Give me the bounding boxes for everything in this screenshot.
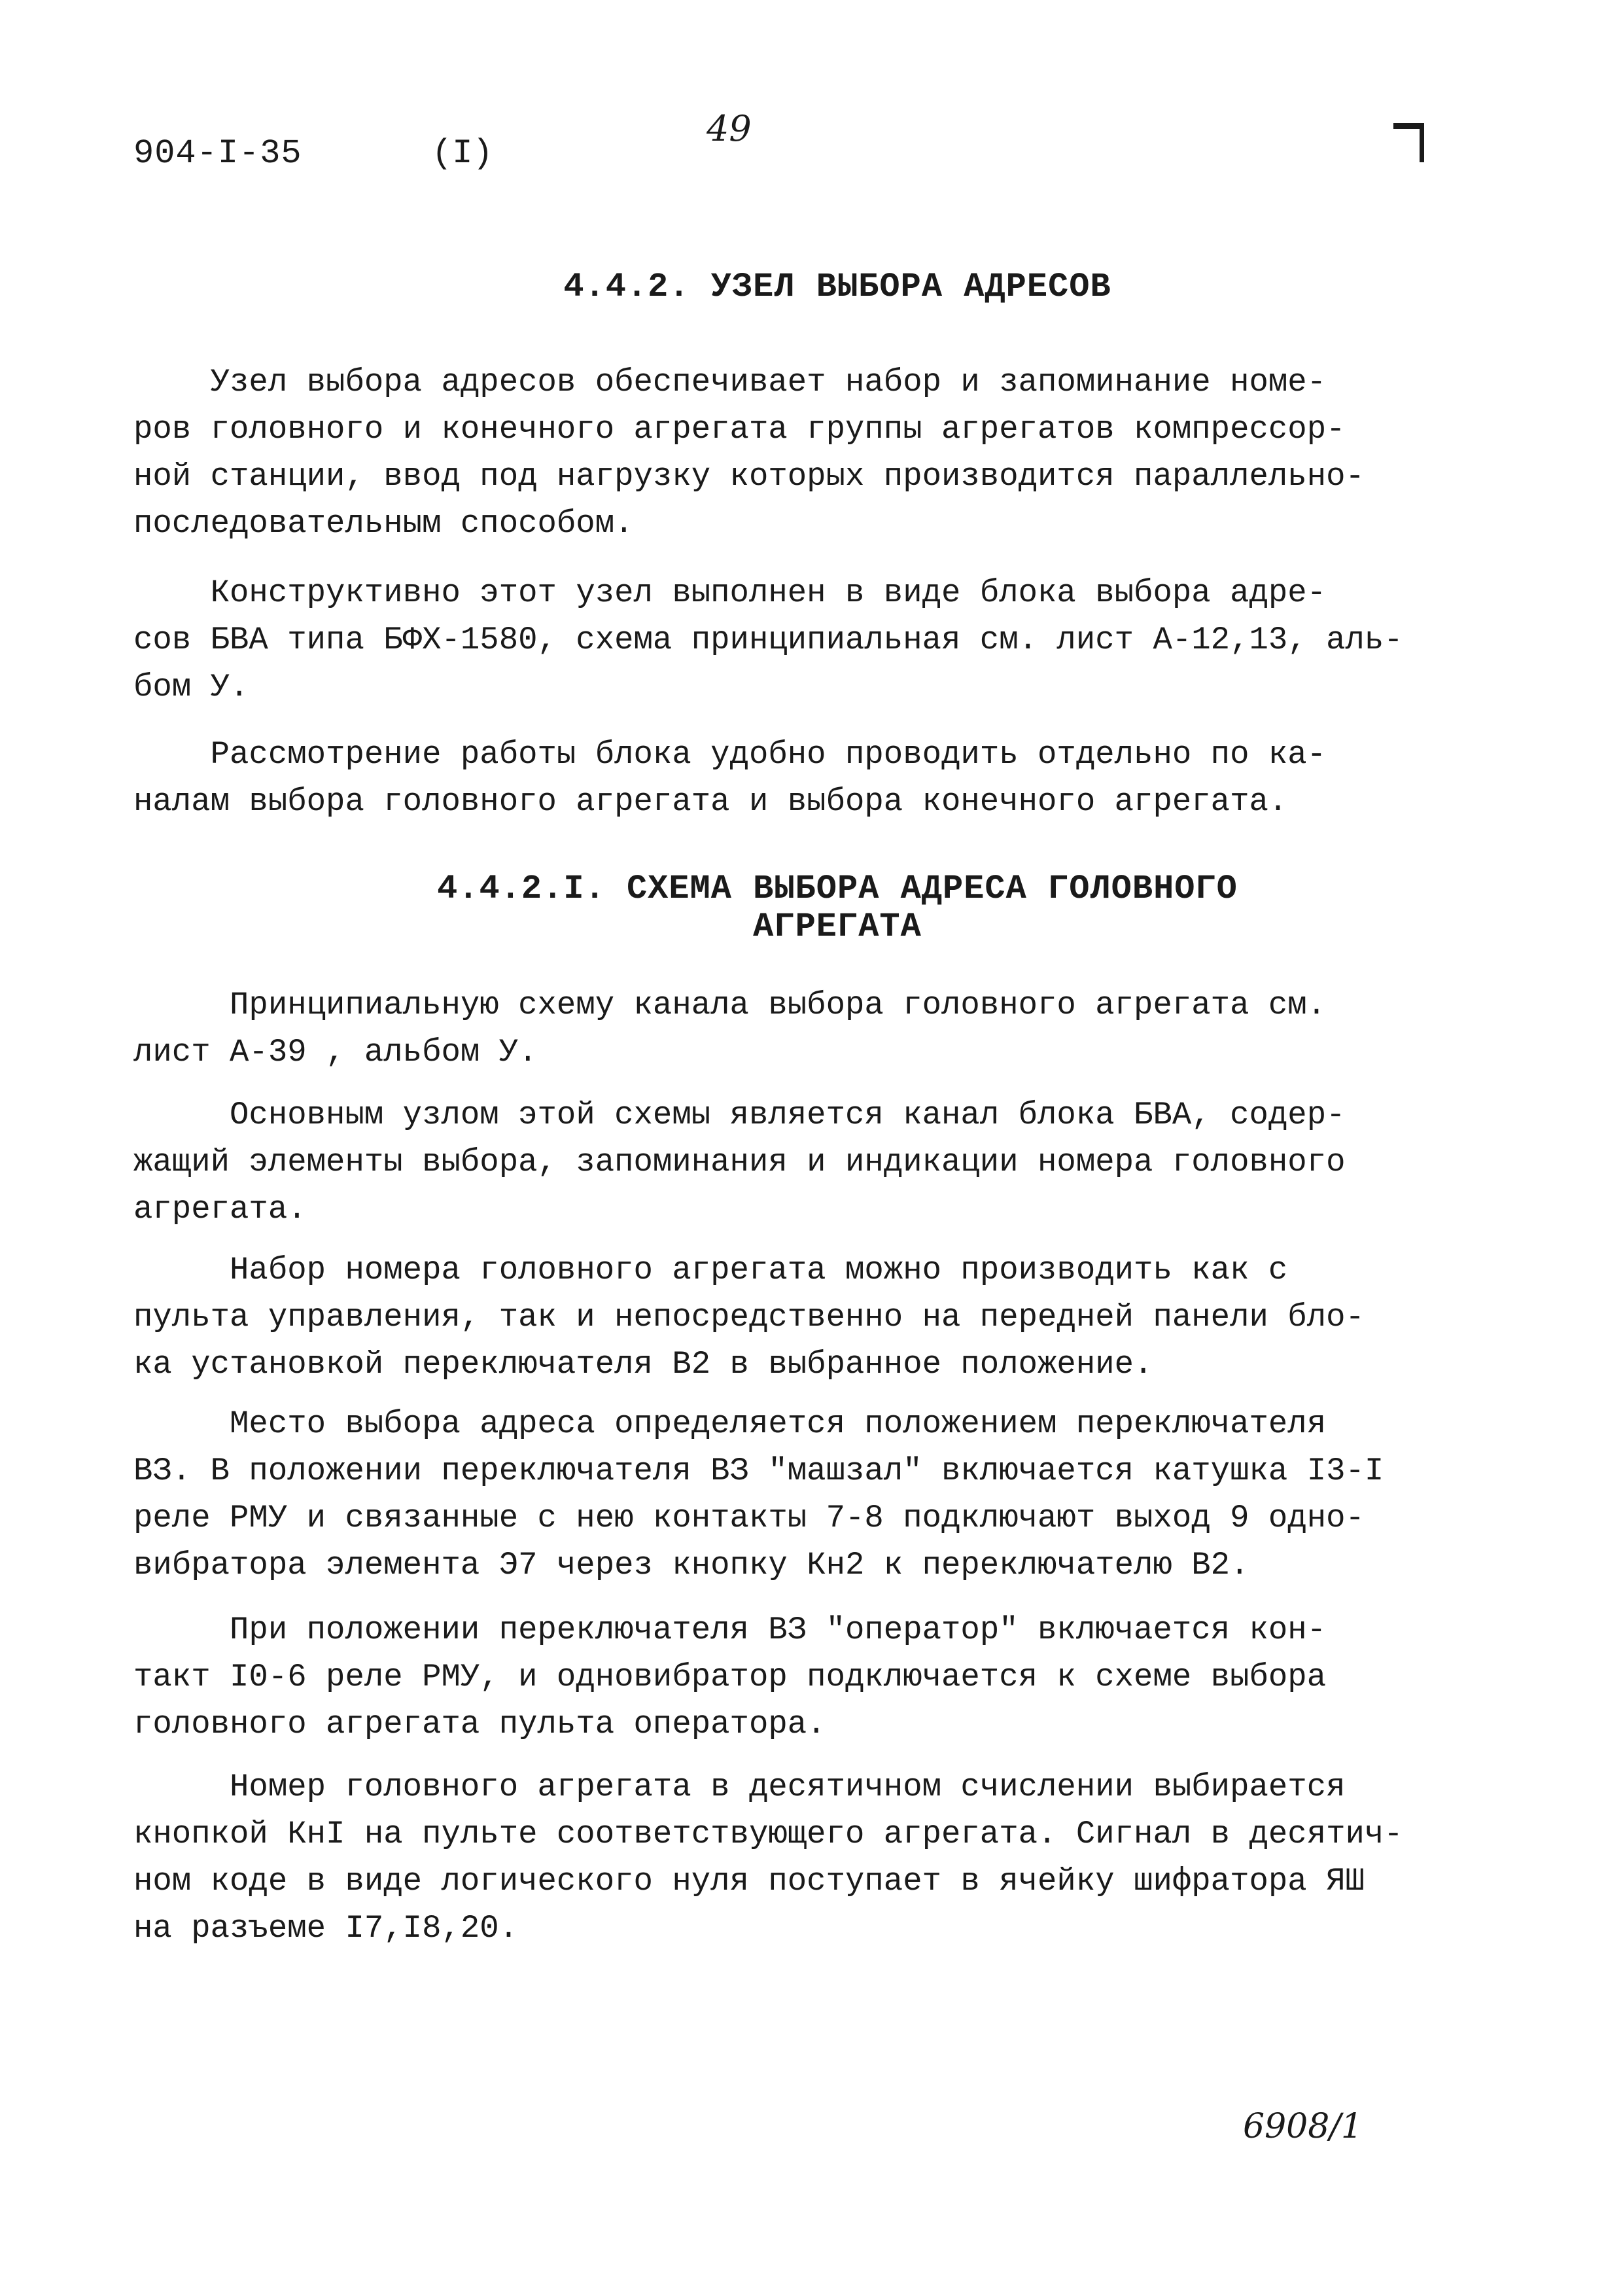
corner-mark bbox=[1393, 118, 1427, 164]
section-paragraph-1: Узел выбора адресов обеспечивает набор и запоминание номе- ров головного и конечного агрегата группы агрегатов компрессор- ной станции, ввод под нагрузку которых производится параллельно- последовательным способом. bbox=[133, 364, 1365, 542]
subsection-paragraph-3: Набор номера головного агрегата можно производить как с пульта управления, так и непосредственно на передней панели бло- ка установкой переключателя В2 в выбранное положение. bbox=[133, 1252, 1365, 1383]
section-paragraph-3: Рассмотрение работы блока удобно проводить отдельно по ка- налам выбора головного агрегата и выбора конечного агрегата. bbox=[133, 736, 1327, 820]
section-heading: 4.4.2. УЗЕЛ ВЫБОРА АДРЕСОВ bbox=[563, 268, 1111, 306]
section-paragraph-2: Конструктивно этот узел выполнен в виде блока выбора адре- сов БВА типа БФХ-1580, схема принципиальная см. лист А-12,13, аль- бом У. bbox=[133, 574, 1403, 705]
subsection-heading bbox=[366, 870, 1308, 946]
subsection-paragraph-6: Номер головного агрегата в десятичном счислении выбирается кнопкой КнI на пульте соответствующего агрегата. Сигнал в десятич- ном коде в виде логического нуля поступает в ячейку шифратора ЯШ на разъеме I7,I8,20. bbox=[133, 1769, 1403, 1947]
corner-mark-vertical bbox=[1420, 123, 1424, 162]
subsection-paragraph-1: Принципиальную схему канала выбора головного агрегата см. лист А-39 , альбом У. bbox=[133, 987, 1327, 1070]
archive-number: 6908/1 bbox=[1243, 2107, 1363, 2146]
sheet-part-number: (I) bbox=[432, 134, 493, 173]
subsection-paragraph-4: Место выбора адреса определяется положением переключателя ВЗ. В положении переключателя ВЗ "машзал" включается катушка I3-I реле РМУ и связанные с нею контакты 7-8 подключают выход 9 одно- вибратора элемента Э7 через кнопку Кн2 к переключателю В2. bbox=[133, 1405, 1384, 1583]
subsection-paragraph-5: При положении переключателя ВЗ "оператор" включается кон- такт I0-6 реле РМУ, и одновибратор подключается к схеме выбора головного агрегата пульта оператора. bbox=[133, 1612, 1327, 1742]
subsection-heading-line-2: АГРЕГАТА bbox=[753, 908, 922, 946]
subsection-heading-line-1: 4.4.2.I. СХЕМА ВЫБОРА АДРЕСА ГОЛОВНОГО bbox=[437, 870, 1238, 908]
subsection-paragraph-2: Основным узлом этой схемы является канал блока БВА, содер- жащий элементы выбора, запоминания и индикации номера головного агрегата. bbox=[133, 1097, 1346, 1227]
page-number: 49 bbox=[707, 108, 752, 149]
document-code: 904-I-35 bbox=[133, 134, 302, 173]
